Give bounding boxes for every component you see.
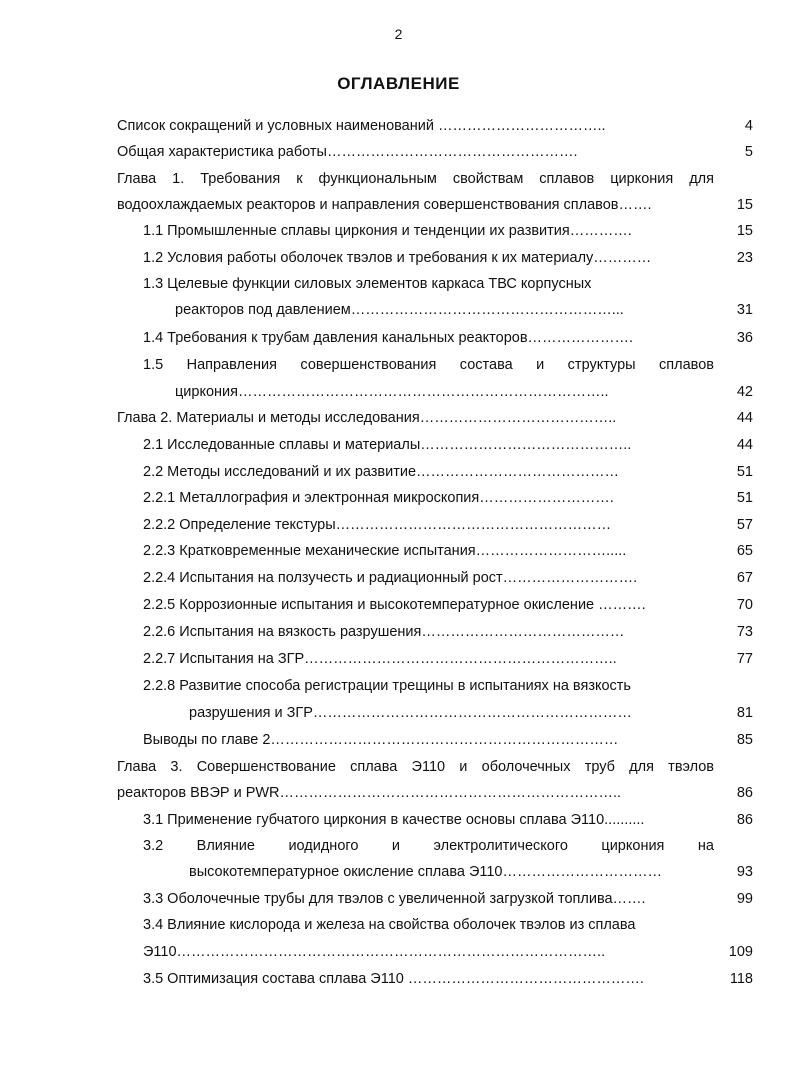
toc-entry-text: водоохлаждаемых реакторов и направления совершенствования сплавов…….	[117, 197, 652, 213]
toc-entry	[143, 969, 753, 989]
toc-entry-text: Глава 3. Совершенствование сплава Э110 и оболочечных труб для твэлов	[117, 759, 714, 775]
toc-entry-text: Общая характеристика работы…………………………………………….	[117, 144, 578, 160]
toc-entry-text: высокотемпературное окисление сплава Э110……………………………	[189, 864, 662, 880]
toc-entry-text: 2.2.7 Испытания на ЗГР………………………………………………………..	[143, 651, 617, 667]
toc-entry	[117, 116, 753, 136]
toc-entry	[143, 541, 753, 561]
toc-entry	[143, 889, 753, 909]
toc-entry	[143, 622, 753, 642]
toc-entry	[117, 757, 714, 777]
toc-entry	[143, 836, 714, 856]
toc-entry-text: Выводы по главе 2………………………………………………………………	[143, 732, 619, 748]
toc-entry-page: 77	[736, 651, 753, 667]
toc-entry-text: реакторов ВВЭР и PWR……………………………………………………………..	[117, 785, 622, 801]
toc-entry-text: реакторов под давлением………………………………………………...	[175, 302, 624, 318]
toc-entry-page: 4	[744, 118, 753, 134]
toc-entry	[117, 142, 753, 162]
toc-entry-text: 3.2 Влияние иодидного и электролитического циркония на	[143, 838, 714, 854]
toc-entry-page: 118	[729, 971, 753, 987]
toc-entry	[143, 915, 713, 935]
toc-entry-page: 42	[736, 384, 753, 400]
toc-entry-page: 73	[736, 624, 753, 640]
toc-entry-text: 2.1 Исследованные сплавы и материалы……………………………………..	[143, 437, 632, 453]
toc-entry-text: 3.3 Оболочечные трубы для твэлов с увеличенной загрузкой топлива…….	[143, 891, 646, 907]
toc-entry-page: 5	[744, 144, 753, 160]
toc-entry-text: 3.4 Влияние кислорода и железа на свойства оболочек твэлов из сплава	[143, 917, 636, 933]
toc-entry-text: циркония…………………………………………………………………..	[175, 384, 609, 400]
toc-entry-text: 1.4 Требования к трубам давления канальных реакторов………………….	[143, 330, 634, 346]
toc-entry	[143, 568, 753, 588]
toc-entry	[175, 382, 753, 402]
toc-entry-page: 51	[736, 490, 753, 506]
toc-entry-text: разрушения и ЗГР…………………………………………………………	[189, 705, 632, 721]
toc-entry	[143, 435, 753, 455]
toc-entry	[143, 462, 753, 482]
toc-entry-page: 99	[736, 891, 753, 907]
toc-entry-page: 15	[736, 223, 753, 239]
page-number: 2	[394, 26, 403, 42]
toc-entry-page: 67	[736, 570, 753, 586]
toc-entry-page: 36	[736, 330, 753, 346]
toc-entry	[143, 274, 713, 294]
toc-entry-page: 15	[736, 197, 753, 213]
toc-entry-text: Глава 1. Требования к функциональным свойствам сплавов циркония для	[117, 171, 714, 187]
toc-entry-text: 2.2.5 Коррозионные испытания и высокотемпературное окисление ……….	[143, 597, 646, 613]
toc-entry	[143, 595, 753, 615]
toc-entry-page: 85	[736, 732, 753, 748]
toc-entry	[175, 300, 753, 320]
toc-entry	[117, 169, 714, 189]
toc-entry-text: 2.2 Методы исследований и их развитие……………………………………	[143, 464, 620, 480]
toc-entry-text: 1.5 Направления совершенствования состава и структуры сплавов	[143, 357, 714, 373]
toc-entry	[117, 195, 753, 215]
toc-entry-text: 3.5 Оптимизация состава сплава Э110 ………………………………………….	[143, 971, 644, 987]
toc-entry-page: 57	[736, 517, 753, 533]
toc-entry	[143, 649, 753, 669]
toc-title: ОГЛАВЛЕНИЕ	[337, 74, 460, 93]
toc-entry-text: 2.2.2 Определение текстуры…………………………………………………	[143, 517, 612, 533]
toc-entry	[143, 328, 753, 348]
toc-entry-text: 2.2.4 Испытания на ползучесть и радиационный рост……………………….	[143, 570, 638, 586]
toc-entry	[143, 676, 713, 696]
toc-entry-page: 65	[736, 543, 753, 559]
toc-entry-page: 44	[736, 410, 753, 426]
toc-entry	[143, 515, 753, 535]
toc-entry-text: 2.2.6 Испытания на вязкость разрушения……………………………………	[143, 624, 625, 640]
toc-entry	[143, 248, 753, 268]
toc-entry-page: 31	[736, 302, 753, 318]
toc-entry-page: 109	[728, 944, 753, 960]
toc-entry-text: 2.2.3 Кратковременные механические испытания……………………….....	[143, 543, 627, 559]
toc-entry-text: Глава 2. Материалы и методы исследования…………………………………..	[117, 410, 617, 426]
toc-entry	[117, 408, 753, 428]
toc-entry-page: 81	[736, 705, 753, 721]
toc-entry-page: 86	[736, 812, 753, 828]
toc-entry	[189, 862, 753, 882]
toc-entry-page: 86	[736, 785, 753, 801]
toc-entry-page: 70	[736, 597, 753, 613]
toc-entry-page: 44	[736, 437, 753, 453]
toc-entry-text: 1.3 Целевые функции силовых элементов каркаса ТВС корпусных	[143, 276, 592, 292]
toc-entry-text: Список сокращений и условных наименований ……………………………..	[117, 118, 606, 134]
toc-entry-text: 1.2 Условия работы оболочек твэлов и требования к их материалу…………	[143, 250, 652, 266]
toc-entry	[117, 783, 753, 803]
toc-entry-page: 51	[736, 464, 753, 480]
toc-entry-text: 1.1 Промышленные сплавы циркония и тенденции их развития………….	[143, 223, 632, 239]
toc-entry-text: Э110……………………………………………………………………………..	[143, 944, 606, 960]
toc-entry-text: 2.2.1 Металлография и электронная микроскопия……………………….	[143, 490, 614, 506]
toc-entry	[143, 942, 753, 962]
toc-entry	[143, 730, 753, 750]
toc-entry-page: 23	[736, 250, 753, 266]
toc-entry	[143, 810, 753, 830]
toc-entry	[143, 221, 753, 241]
toc-entry	[189, 703, 753, 723]
toc-entry-page: 93	[736, 864, 753, 880]
toc-entry	[143, 488, 753, 508]
toc-entry	[143, 355, 714, 375]
toc-entry-text: 2.2.8 Развитие способа регистрации трещины в испытаниях на вязкость	[143, 678, 631, 694]
toc-entry-text: 3.1 Применение губчатого циркония в качестве основы сплава Э110..........	[143, 812, 645, 828]
